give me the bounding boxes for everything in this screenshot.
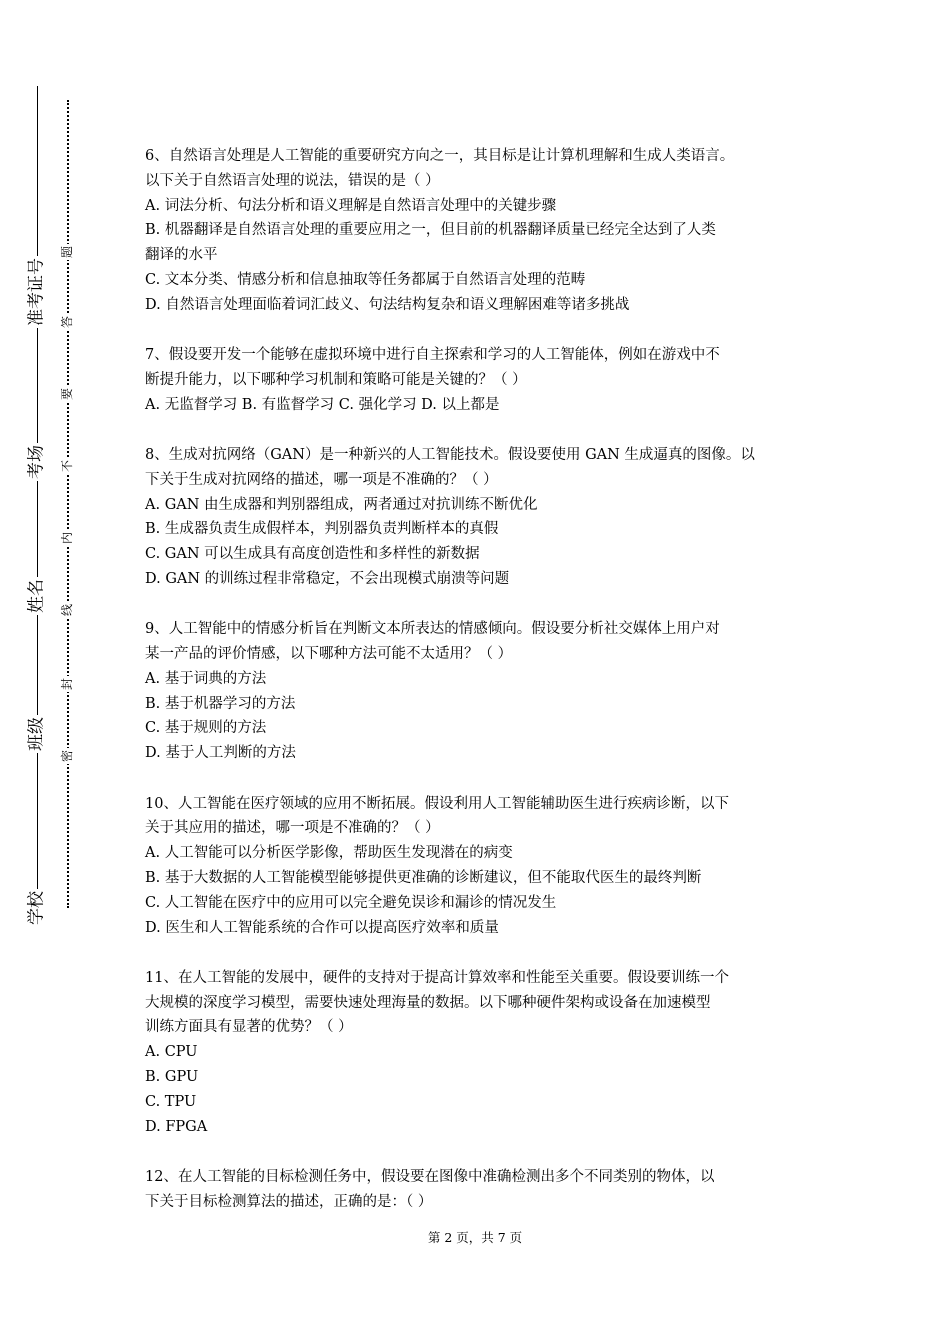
student-name-label: 姓名 bbox=[26, 579, 47, 613]
option-a: A. GAN 由生成器和判别器组成，两者通过对抗训练不断优化 bbox=[145, 496, 538, 513]
option-b: B. 生成器负责生成假样本，判别器负责判断样本的真假 bbox=[145, 521, 499, 538]
question-text: 训练方面具有显著的优势？（ ） bbox=[145, 1019, 353, 1036]
seal-char: 要 bbox=[60, 387, 74, 401]
option-d: D. 自然语言处理面临着词汇歧义、句法结构复杂和语义理解困难等诸多挑战 bbox=[145, 296, 630, 313]
exam-id-label: 准考证号 bbox=[26, 258, 47, 326]
seal-char: 密 bbox=[60, 749, 74, 763]
option-c: C. 文本分类、情感分析和信息抽取等任务都属于自然语言处理的范畴 bbox=[145, 271, 586, 288]
option-a: A. 词法分析、句法分析和语义理解是自然语言处理中的关键步骤 bbox=[145, 197, 557, 214]
option-b: B. 基于大数据的人工智能模型能够提供更准确的诊断建议，但不能取代医生的最终判断 bbox=[145, 869, 702, 886]
question-text: 下关于生成对抗网络的描述，哪一项是不准确的？（ ） bbox=[145, 471, 498, 488]
option-c: C. TPU bbox=[145, 1093, 197, 1110]
seal-dotted-line bbox=[67, 100, 69, 908]
question-7 bbox=[145, 343, 825, 417]
question-text: 8、生成对抗网络（GAN）是一种新兴的人工智能技术。假设要使用 GAN 生成逼真的图像。以 bbox=[145, 446, 755, 463]
question-10 bbox=[145, 792, 825, 941]
seal-char: 内 bbox=[60, 531, 74, 545]
question-text: 断提升能力，以下哪种学习机制和策略可能是关键的？（ ） bbox=[145, 371, 527, 388]
seal-char: 封 bbox=[60, 677, 74, 691]
class-label: 班级 bbox=[26, 717, 47, 751]
option-c: C. GAN 可以生成具有高度创造性和多样性的新数据 bbox=[145, 546, 480, 563]
seal-char: 答 bbox=[60, 315, 74, 329]
option-d: D. GAN 的训练过程非常稳定，不会出现模式崩溃等问题 bbox=[145, 570, 510, 587]
school-label: 学校 bbox=[26, 891, 47, 925]
binding-strip bbox=[0, 0, 90, 1344]
question-list bbox=[145, 144, 825, 1240]
question-text: 12、在人工智能的目标检测任务中，假设要在图像中准确检测出多个不同类别的物体，以 bbox=[145, 1168, 715, 1185]
option-d: D. FPGA bbox=[145, 1118, 208, 1135]
exam-room-label: 考场 bbox=[26, 445, 47, 479]
option-d: D. 医生和人工智能系统的合作可以提高医疗效率和质量 bbox=[145, 919, 499, 936]
question-8 bbox=[145, 443, 825, 592]
question-9 bbox=[145, 617, 825, 766]
option-b: B. 基于机器学习的方法 bbox=[145, 695, 296, 712]
seal-char: 线 bbox=[60, 603, 74, 617]
option-a: A. CPU bbox=[145, 1044, 198, 1061]
option-d: D. 基于人工判断的方法 bbox=[145, 745, 296, 762]
option-a: A. 人工智能可以分析医学影像，帮助医生发现潜在的病变 bbox=[145, 845, 513, 862]
options-inline: A. 无监督学习 B. 有监督学习 C. 强化学习 D. 以上都是 bbox=[145, 396, 500, 413]
question-text: 6、自然语言处理是人工智能的重要研究方向之一，其目标是让计算机理解和生成人类语言。 bbox=[145, 148, 735, 164]
question-text: 下关于目标检测算法的描述，正确的是：（ ） bbox=[145, 1193, 433, 1210]
option-b-continued: 翻译的水平 bbox=[145, 247, 218, 264]
option-b: B. 机器翻译是自然语言处理的重要应用之一，但目前的机器翻译质量已经完全达到了人类 bbox=[145, 222, 716, 239]
seal-char: 不 bbox=[60, 459, 74, 473]
option-c: C. 人工智能在医疗中的应用可以完全避免误诊和漏诊的情况发生 bbox=[145, 894, 557, 911]
option-b: B. GPU bbox=[145, 1069, 199, 1085]
question-12 bbox=[145, 1165, 825, 1215]
question-text: 7、假设要开发一个能够在虚拟环境中进行自主探索和学习的人工智能体，例如在游戏中不 bbox=[145, 347, 720, 364]
page-number: 第 2 页，共 7 页 bbox=[427, 1230, 523, 1245]
question-text: 某一产品的评价情感，以下哪种方法可能不太适用？（ ） bbox=[145, 646, 513, 663]
question-text: 9、人工智能中的情感分析旨在判断文本所表达的情感倾向。假设要分析社交媒体上用户对 bbox=[145, 621, 720, 638]
seal-char: 题 bbox=[60, 245, 74, 259]
binding-solid-line bbox=[37, 86, 38, 926]
question-6 bbox=[145, 144, 825, 318]
question-text: 11、在人工智能的发展中，硬件的支持对于提高计算效率和性能至关重要。假设要训练一个 bbox=[145, 969, 729, 986]
question-text: 大规模的深度学习模型，需要快速处理海量的数据。以下哪种硬件架构或设备在加速模型 bbox=[145, 994, 711, 1011]
option-c: C. 基于规则的方法 bbox=[145, 720, 267, 737]
option-a: A. 基于词典的方法 bbox=[145, 670, 267, 687]
question-text: 以下关于自然语言处理的说法，错误的是（ ） bbox=[145, 172, 440, 189]
question-11 bbox=[145, 966, 825, 1140]
question-text: 10、人工智能在医疗领域的应用不断拓展。假设利用人工智能辅助医生进行疾病诊断，以下 bbox=[145, 795, 729, 812]
question-text: 关于其应用的描述，哪一项是不准确的？（ ） bbox=[145, 820, 440, 837]
